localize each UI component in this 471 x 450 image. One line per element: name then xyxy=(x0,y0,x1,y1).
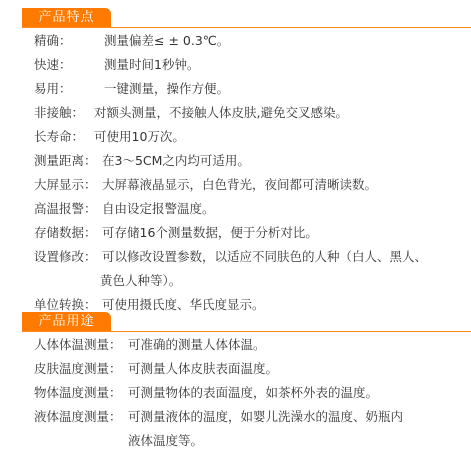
feature-value: 大屏幕液晶显示，白色背光，夜间都可清晰读数。 xyxy=(102,177,378,192)
feature-value-continuation: 黄色人种等）。 xyxy=(100,273,182,288)
feature-label: 测量距离： xyxy=(34,153,97,168)
use-item-body xyxy=(34,336,463,354)
feature-label: 单位转换： xyxy=(34,297,97,312)
feature-label: 大屏显示： xyxy=(34,177,97,192)
feature-value: 可使用10万次。 xyxy=(94,129,185,144)
feature-value: 测量时间1秒钟。 xyxy=(104,57,200,72)
feature-item-noncontact xyxy=(34,104,463,122)
feature-value: 在3～5CM之内均可适用。 xyxy=(102,153,250,168)
features-title: 产品特点 xyxy=(22,8,111,28)
uses-header xyxy=(0,304,471,334)
feature-label: 高温报警： xyxy=(34,201,97,216)
feature-value: 可以修改设置参数，以适应不同肤色的人种（白人、黑人、 xyxy=(102,249,428,264)
feature-value: 一键测量，操作方便。 xyxy=(104,81,230,96)
feature-label: 设置修改： xyxy=(34,249,97,264)
feature-label: 长寿命： xyxy=(34,129,85,144)
use-value: 可准确的测量人体体温。 xyxy=(128,337,266,352)
feature-label: 非接触： xyxy=(34,105,85,120)
feature-label: 快速： xyxy=(34,57,72,72)
feature-value: 可使用摄氏度、华氏度显示。 xyxy=(102,297,265,312)
feature-item-lifespan xyxy=(34,128,463,146)
use-value: 可测量液体的温度，如婴儿洗澡水的温度、奶瓶内 xyxy=(128,409,404,424)
feature-item-settings xyxy=(34,248,463,266)
uses-section xyxy=(0,304,471,448)
feature-item-distance xyxy=(34,152,463,170)
use-label: 皮肤温度测量： xyxy=(34,361,122,376)
feature-item-ease xyxy=(34,80,463,98)
use-label: 人体体温测量： xyxy=(34,337,122,352)
feature-item-storage xyxy=(34,224,463,242)
feature-label: 存储数据： xyxy=(34,225,97,240)
uses-divider xyxy=(22,331,471,332)
feature-label: 易用： xyxy=(34,81,72,96)
use-value: 可测量人体皮肤表面温度。 xyxy=(128,361,279,376)
feature-value: 对额头测量，不接触人体皮肤,避免交叉感染。 xyxy=(94,105,348,120)
feature-value: 测量偏差≤ ± 0.3℃。 xyxy=(104,33,230,48)
feature-item-display xyxy=(34,176,463,194)
use-label: 液体温度测量： xyxy=(34,409,122,424)
use-value-continuation: 液体温度等。 xyxy=(128,433,204,448)
features-header xyxy=(0,0,471,30)
feature-item-speed xyxy=(34,56,463,74)
use-item-liquid xyxy=(34,408,463,426)
use-value: 可测量物体的表面温度，如茶杯外表的温度。 xyxy=(128,385,379,400)
feature-label: 精确： xyxy=(34,33,72,48)
use-label: 物体温度测量： xyxy=(34,385,122,400)
features-divider xyxy=(22,27,471,28)
feature-value: 自由设定报警温度。 xyxy=(102,201,215,216)
feature-item-precision xyxy=(34,32,463,50)
uses-title: 产品用途 xyxy=(22,312,111,332)
use-item-object xyxy=(34,384,463,402)
feature-value: 可存储16个测量数据，便于分析对比。 xyxy=(102,225,318,240)
feature-item-alarm xyxy=(34,200,463,218)
use-item-skin xyxy=(34,360,463,378)
